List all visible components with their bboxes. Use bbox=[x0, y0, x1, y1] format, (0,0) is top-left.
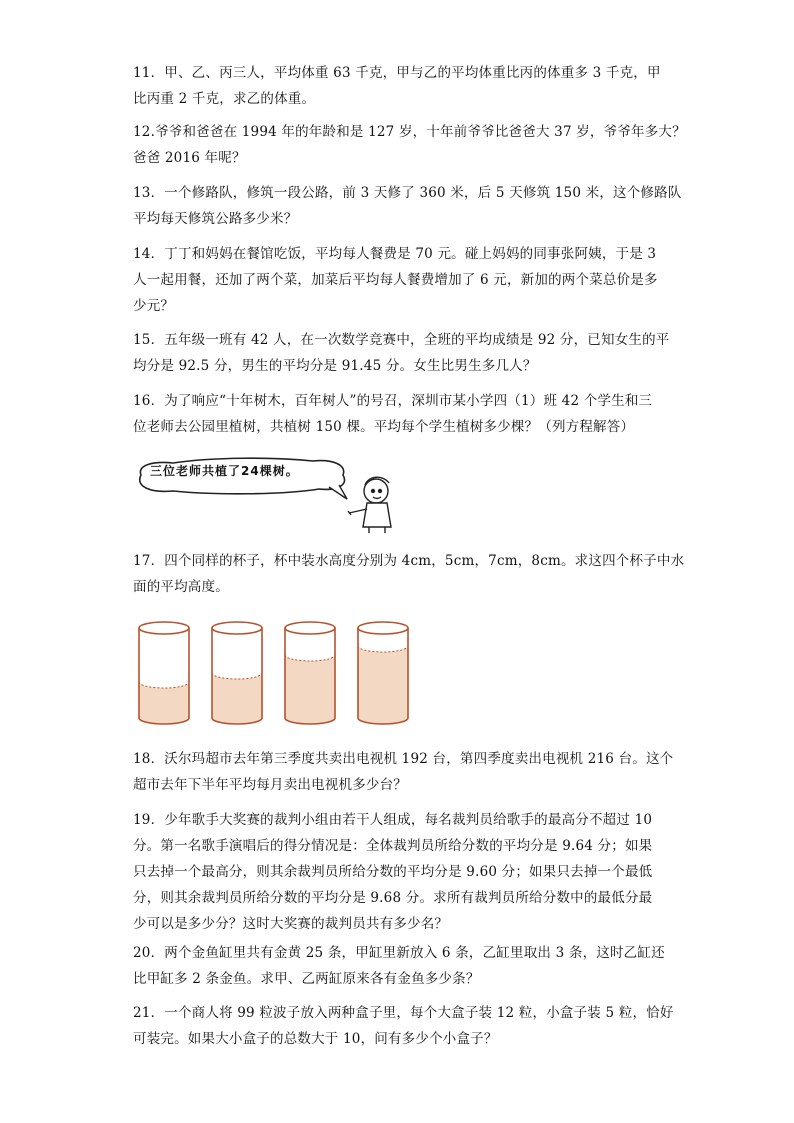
question-line: 超市去年下半年平均每月卖出电视机多少台？ bbox=[133, 777, 407, 793]
question-line: 18．沃尔玛超市去年第三季度共卖出电视机 192 台，第四季度卖出电视机 216 台。这个 bbox=[133, 751, 674, 767]
question-20 bbox=[133, 940, 663, 992]
question-line: 可装完。如果大小盒子的总数大于 10，问有多少个小盒子？ bbox=[133, 1031, 498, 1047]
question-line: 21．一个商人将 99 粒波子放入两种盒子里，每个大盒子装 12 粒，小盒子装 5 粒，恰好 bbox=[133, 1005, 674, 1021]
cup-rim bbox=[212, 622, 262, 634]
question-line: 位老师去公园里植树，共植树 150 棵。平均每个学生植树多少棵？（列方程解答） bbox=[133, 419, 635, 435]
question-line: 分。第一名歌手演唱后的得分情况是：全体裁判员所给分数的平均分是 9.64 分；如果 bbox=[133, 838, 653, 854]
question-21 bbox=[133, 1000, 674, 1052]
question-line: 19．少年歌手大奖赛的裁判小组由若干人组成，每名裁判员给歌手的最高分不超过 10 bbox=[133, 812, 653, 828]
question-line: 人一起用餐，还加了两个菜，加菜后平均每人餐费增加了 6 元，新加的两个菜总价是多 bbox=[133, 272, 658, 288]
water-fill bbox=[358, 646, 408, 724]
question-line: 少可以是多少分？这时大奖赛的裁判员共有多少名？ bbox=[133, 916, 449, 932]
question-line: 12.爷爷和爸爸在 1994 年的年龄和是 127 岁，十年前爷爷比爸爸大 37 岁，爷爷年多大？ bbox=[133, 124, 686, 140]
cup-rim bbox=[139, 622, 189, 634]
question-17 bbox=[133, 548, 685, 600]
bubble-text: 三位老师共植了24棵树。 bbox=[150, 464, 299, 478]
question-line: 面的平均高度。 bbox=[133, 579, 229, 595]
bubble-tail bbox=[329, 485, 347, 499]
water-fill bbox=[139, 682, 189, 724]
question-11 bbox=[133, 60, 663, 112]
water-fill bbox=[212, 673, 262, 724]
question-line: 比丙重 2 千克，求乙的体重。 bbox=[133, 91, 316, 107]
question-18 bbox=[133, 746, 674, 798]
cup-rim bbox=[285, 622, 335, 634]
question-13 bbox=[133, 180, 682, 232]
question-line: 平均每天修筑公路多少米？ bbox=[133, 211, 298, 227]
question-line: 只去掉一个最高分，则其余裁判员所给分数的平均分是 9.60 分；如果只去掉一个最低 bbox=[133, 864, 653, 880]
cup-2 bbox=[212, 622, 262, 724]
question-line: 均分是 92.5 分，男生的平均分是 91.45 分。女生比男生多几人？ bbox=[133, 358, 537, 374]
water-fill bbox=[285, 655, 335, 724]
question-19 bbox=[133, 807, 663, 937]
question-line: 11．甲、乙、丙三人，平均体重 63 千克，甲与乙的平均体重比丙的体重多 3 千克，甲 bbox=[133, 65, 661, 81]
four-cups-illustration bbox=[133, 614, 433, 734]
question-line: 少元？ bbox=[133, 298, 175, 314]
question-line: 比甲缸多 2 条金鱼。求甲、乙两缸原来各有金鱼多少条？ bbox=[133, 971, 480, 987]
boy-figure bbox=[348, 477, 391, 533]
question-line: 16．为了响应“十年树木，百年树人”的号召，深圳市某小学四（1）班 42 个学生和三 bbox=[133, 393, 653, 409]
question-14 bbox=[133, 241, 663, 319]
cup-rim bbox=[358, 622, 408, 634]
question-line: 13．一个修路队，修筑一段公路，前 3 天修了 360 米，后 5 天修筑 150 米，这个修路队 bbox=[133, 185, 682, 201]
cup-4 bbox=[358, 622, 408, 724]
question-line: 分，则其余裁判员所给分数的平均分是 9.68 分。求所有裁判员所给分数中的最低分最 bbox=[133, 890, 653, 906]
cup-3 bbox=[285, 622, 335, 724]
question-15 bbox=[133, 327, 670, 379]
question-line: 爸爸 2016 年呢？ bbox=[133, 150, 246, 166]
question-12 bbox=[133, 119, 686, 171]
question-line: 17．四个同样的杯子，杯中装水高度分别为 4cm，5cm，7cm，8cm。求这四个杯子中水 bbox=[133, 553, 685, 569]
question-line: 15．五年级一班有 42 人，在一次数学竞赛中，全班的平均成绩是 92 分，已知女生的平 bbox=[133, 332, 670, 348]
question-line: 20．两个金鱼缸里共有金黄 25 条，甲缸里新放入 6 条，乙缸里取出 3 条，这时乙缸还 bbox=[133, 945, 665, 961]
question-16 bbox=[133, 388, 663, 440]
question-line: 14．丁丁和妈妈在餐馆吃饭，平均每人餐费是 70 元。碰上妈妈的同事张阿姨，于是 3 bbox=[133, 246, 657, 262]
cup-1 bbox=[139, 622, 189, 724]
